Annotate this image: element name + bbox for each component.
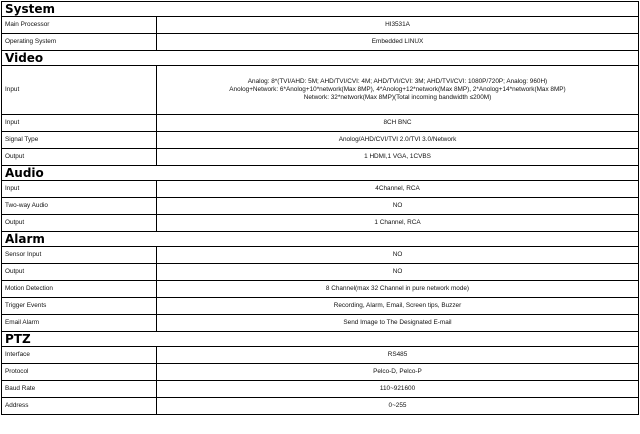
spec-value	[157, 66, 639, 115]
spec-value-line: 1 Channel, RCA	[374, 219, 421, 226]
spec-value	[157, 264, 639, 281]
section-title: PTZ	[2, 332, 639, 347]
section-header-alarm	[2, 232, 639, 247]
table-row	[2, 198, 639, 215]
spec-value-line: Embedded LINUX	[371, 38, 424, 45]
spec-label: Address	[2, 398, 157, 415]
spec-value-line: Recording, Alarm, Email, Screen tips, Buzzer	[333, 302, 462, 309]
spec-value-line: 0~255	[388, 402, 407, 409]
spec-value-line: 4Channel, RCA	[375, 185, 420, 192]
table-row	[2, 215, 639, 232]
spec-value-line: Anolog+Network: 6*Anolog+10*network(Max 8MP), 4*Anolog+12*network(Max 8MP), 2*Anolog+14*network(Max 8MP)	[229, 86, 566, 93]
spec-value-line: Anolog/AHD/CVI/TVI 2.0/TVI 3.0/Network	[338, 136, 457, 143]
table-row	[2, 247, 639, 264]
section-header-ptz	[2, 332, 639, 347]
section-header-video	[2, 51, 639, 66]
table-row	[2, 34, 639, 51]
table-row	[2, 298, 639, 315]
spec-label: Two-way Audio	[2, 198, 157, 215]
spec-value-line: NO	[392, 251, 403, 258]
spec-value	[157, 398, 639, 415]
spec-table	[1, 1, 639, 415]
table-row	[2, 149, 639, 166]
section-title: System	[2, 2, 639, 17]
spec-value-line: RS485	[387, 351, 408, 358]
spec-value	[157, 181, 639, 198]
table-row	[2, 398, 639, 415]
section-header-system	[2, 2, 639, 17]
spec-label: Motion Detection	[2, 281, 157, 298]
spec-value-line: Analog: 8*(TVI/AHD: 5M; AHD/TVI/CVI: 4M; AHD/TVI/CVI: 3M; AHD/TVI/CVI: 1080P/720P; Analog: 960H)	[247, 78, 548, 85]
spec-value	[157, 115, 639, 132]
spec-label: Protocol	[2, 364, 157, 381]
spec-value	[157, 281, 639, 298]
table-row	[2, 347, 639, 364]
section-title: Alarm	[2, 232, 639, 247]
spec-value	[157, 347, 639, 364]
spec-label: Email Alarm	[2, 315, 157, 332]
spec-value-line: 110~921600	[379, 385, 416, 392]
spec-value-line: HI3531A	[385, 21, 410, 28]
section-title: Video	[2, 51, 639, 66]
spec-value	[157, 34, 639, 51]
spec-label: Operating System	[2, 34, 157, 51]
table-row	[2, 132, 639, 149]
spec-label: Input	[2, 66, 157, 115]
spec-table-body	[2, 2, 639, 415]
table-row	[2, 381, 639, 398]
spec-label: Trigger Events	[2, 298, 157, 315]
spec-value-line: 8CH BNC	[383, 119, 412, 126]
spec-label: Output	[2, 215, 157, 232]
spec-label: Input	[2, 115, 157, 132]
table-row	[2, 264, 639, 281]
spec-label: Input	[2, 181, 157, 198]
spec-value	[157, 315, 639, 332]
table-row	[2, 315, 639, 332]
spec-label: Signal Type	[2, 132, 157, 149]
spec-label: Output	[2, 149, 157, 166]
spec-label: Interface	[2, 347, 157, 364]
section-header-audio	[2, 166, 639, 181]
spec-value	[157, 247, 639, 264]
spec-label: Baud Rate	[2, 381, 157, 398]
table-row	[2, 281, 639, 298]
section-title: Audio	[2, 166, 639, 181]
spec-value-line: Network: 32*network(Max 8MP)(Total incoming bandwidth ≤200M)	[303, 94, 492, 101]
spec-label: Sensor Input	[2, 247, 157, 264]
spec-value	[157, 381, 639, 398]
spec-value	[157, 298, 639, 315]
table-row	[2, 364, 639, 381]
spec-value-line: 8 Channel(max 32 Channel in pure network mode)	[325, 285, 470, 292]
spec-value-line: Send Image to The Designated E-mail	[343, 319, 452, 326]
table-row	[2, 17, 639, 34]
table-row	[2, 66, 639, 115]
spec-value-line: 1 HDMI,1 VGA, 1CVBS	[364, 153, 431, 160]
spec-value	[157, 17, 639, 34]
spec-value	[157, 215, 639, 232]
spec-value-line: NO	[392, 268, 403, 275]
spec-label: Main Processor	[2, 17, 157, 34]
spec-value	[157, 198, 639, 215]
spec-value-line: Pelco-D, Pelco-P	[373, 368, 422, 375]
spec-value-line: NO	[392, 202, 403, 209]
table-row	[2, 181, 639, 198]
spec-value	[157, 364, 639, 381]
spec-value	[157, 149, 639, 166]
spec-value	[157, 132, 639, 149]
table-row	[2, 115, 639, 132]
spec-label: Output	[2, 264, 157, 281]
